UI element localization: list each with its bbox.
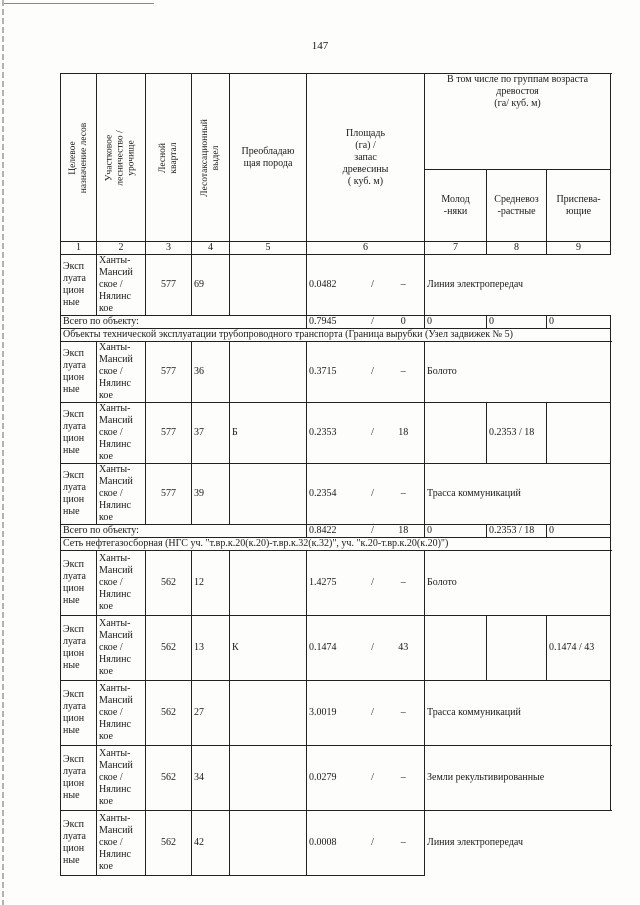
allotment-cell: 37 bbox=[192, 403, 230, 464]
allotment-cell: 42 bbox=[192, 811, 230, 876]
area-separator: / bbox=[363, 811, 383, 876]
total-area: 0.7945 bbox=[307, 316, 363, 329]
col-num: 8 bbox=[487, 242, 547, 255]
area-separator: / bbox=[363, 746, 383, 811]
section-heading-row bbox=[61, 538, 611, 551]
header-quarter: Лесной квартал bbox=[146, 74, 192, 242]
allotment-cell: 36 bbox=[192, 342, 230, 403]
stock-cell: – bbox=[383, 464, 425, 525]
species-cell bbox=[230, 811, 307, 876]
purpose-cell: Эксп луата цион ные bbox=[61, 616, 97, 681]
total-row bbox=[61, 316, 611, 329]
species-cell: Б bbox=[230, 403, 307, 464]
area-separator: / bbox=[363, 681, 383, 746]
stock-cell: 18 bbox=[383, 403, 425, 464]
stock-cell: – bbox=[383, 811, 425, 876]
young-cell bbox=[425, 616, 487, 681]
quarter-cell: 562 bbox=[146, 746, 192, 811]
area-cell: 1.4275 bbox=[307, 551, 363, 616]
district-cell: Ханты- Мансий ское / Нялинс кое bbox=[97, 681, 146, 746]
table-row bbox=[61, 403, 611, 464]
area-cell: 0.2353 bbox=[307, 403, 363, 464]
species-cell bbox=[230, 464, 307, 525]
table-row bbox=[61, 681, 611, 746]
col-num: 4 bbox=[192, 242, 230, 255]
note-cell: Трасса коммуникаций bbox=[425, 681, 611, 746]
header-area: Площадь (га) / запас древесины ( куб. м) bbox=[307, 74, 425, 242]
area-cell: 0.2354 bbox=[307, 464, 363, 525]
purpose-cell: Эксп луата цион ные bbox=[61, 403, 97, 464]
species-cell bbox=[230, 255, 307, 316]
species-cell bbox=[230, 681, 307, 746]
district-cell: Ханты- Мансий ское / Нялинс кое bbox=[97, 403, 146, 464]
table-row bbox=[61, 811, 611, 876]
col-num: 5 bbox=[230, 242, 307, 255]
stock-cell: – bbox=[383, 746, 425, 811]
total-premature: 0 bbox=[547, 316, 611, 329]
purpose-cell: Эксп луата цион ные bbox=[61, 551, 97, 616]
area-cell: 0.1474 bbox=[307, 616, 363, 681]
total-premature: 0 bbox=[547, 525, 611, 538]
district-cell: Ханты- Мансий ское / Нялинс кое bbox=[97, 255, 146, 316]
total-young: 0 bbox=[425, 316, 487, 329]
header-row bbox=[61, 74, 611, 170]
district-cell: Ханты- Мансий ское / Нялинс кое bbox=[97, 464, 146, 525]
table-row bbox=[61, 616, 611, 681]
premature-cell: 0.1474 / 43 bbox=[547, 616, 611, 681]
note-cell: Болото bbox=[425, 551, 611, 616]
header-purpose: Целевое назначение лесов bbox=[61, 74, 97, 242]
header-young: Молод -няки bbox=[425, 170, 487, 242]
note-cell: Трасса коммуникаций bbox=[425, 464, 611, 525]
section-heading-row bbox=[61, 329, 611, 342]
district-cell: Ханты- Мансий ское / Нялинс кое bbox=[97, 551, 146, 616]
purpose-cell: Эксп луата цион ные bbox=[61, 255, 97, 316]
total-label: Всего по объекту: bbox=[61, 525, 307, 538]
middle-cell: 0.2353 / 18 bbox=[487, 403, 547, 464]
young-cell bbox=[425, 403, 487, 464]
table-row bbox=[61, 255, 611, 316]
total-stock: 18 bbox=[383, 525, 425, 538]
scan-edge-top bbox=[4, 3, 154, 4]
total-middle: 0.2353 / 18 bbox=[487, 525, 547, 538]
total-row bbox=[61, 525, 611, 538]
note-cell: Болото bbox=[425, 342, 611, 403]
allotment-cell: 13 bbox=[192, 616, 230, 681]
col-num: 2 bbox=[97, 242, 146, 255]
area-cell: 0.0279 bbox=[307, 746, 363, 811]
area-cell: 0.0482 bbox=[307, 255, 363, 316]
premature-cell bbox=[547, 403, 611, 464]
quarter-cell: 577 bbox=[146, 255, 192, 316]
allotment-cell: 39 bbox=[192, 464, 230, 525]
header-premature: Приспева- ющие bbox=[547, 170, 611, 242]
allotment-cell: 12 bbox=[192, 551, 230, 616]
col-num: 9 bbox=[547, 242, 611, 255]
total-stock: 0 bbox=[383, 316, 425, 329]
area-separator: / bbox=[363, 551, 383, 616]
quarter-cell: 577 bbox=[146, 342, 192, 403]
area-separator: / bbox=[363, 255, 383, 316]
header-middle: Средневоз -растные bbox=[487, 170, 547, 242]
area-separator: / bbox=[363, 464, 383, 525]
stock-cell: – bbox=[383, 681, 425, 746]
col-num: 6 bbox=[307, 242, 425, 255]
note-cell: Линия электропередач bbox=[425, 811, 611, 876]
district-cell: Ханты- Мансий ское / Нялинс кое bbox=[97, 342, 146, 403]
purpose-cell: Эксп луата цион ные bbox=[61, 464, 97, 525]
area-separator: / bbox=[363, 342, 383, 403]
allotment-cell: 69 bbox=[192, 255, 230, 316]
allotment-cell: 34 bbox=[192, 746, 230, 811]
col-num: 1 bbox=[61, 242, 97, 255]
total-young: 0 bbox=[425, 525, 487, 538]
stock-cell: 43 bbox=[383, 616, 425, 681]
quarter-cell: 562 bbox=[146, 811, 192, 876]
quarter-cell: 562 bbox=[146, 616, 192, 681]
total-separator: / bbox=[363, 525, 383, 538]
table-row bbox=[61, 551, 611, 616]
header-allotment: Лесотаксационный выдел bbox=[192, 74, 230, 242]
note-cell: Линия электропередач bbox=[425, 255, 611, 316]
scan-edge bbox=[2, 0, 4, 905]
total-separator: / bbox=[363, 316, 383, 329]
stock-cell: – bbox=[383, 255, 425, 316]
purpose-cell: Эксп луата цион ные bbox=[61, 811, 97, 876]
district-cell: Ханты- Мансий ское / Нялинс кое bbox=[97, 616, 146, 681]
purpose-cell: Эксп луата цион ные bbox=[61, 681, 97, 746]
page-number: 147 bbox=[311, 40, 329, 52]
table-row bbox=[61, 342, 611, 403]
quarter-cell: 577 bbox=[146, 403, 192, 464]
district-cell: Ханты- Мансий ское / Нялинс кое bbox=[97, 811, 146, 876]
forest-table bbox=[60, 73, 611, 876]
header-age-groups: В том числе по группам возраста древостоя (га/ куб. м) bbox=[425, 74, 611, 170]
district-cell: Ханты- Мансий ское / Нялинс кое bbox=[97, 746, 146, 811]
purpose-cell: Эксп луата цион ные bbox=[61, 746, 97, 811]
section-title: Объекты технической эксплуатации трубопроводного транспорта (Граница вырубки (Узел задвижек № 5) bbox=[61, 329, 611, 342]
area-cell: 0.3715 bbox=[307, 342, 363, 403]
total-area: 0.8422 bbox=[307, 525, 363, 538]
stock-cell: – bbox=[383, 342, 425, 403]
quarter-cell: 562 bbox=[146, 681, 192, 746]
stock-cell: – bbox=[383, 551, 425, 616]
quarter-cell: 577 bbox=[146, 464, 192, 525]
header-species: Преобладаю щая порода bbox=[230, 74, 307, 242]
species-cell bbox=[230, 342, 307, 403]
area-cell: 3.0019 bbox=[307, 681, 363, 746]
species-cell bbox=[230, 746, 307, 811]
quarter-cell: 562 bbox=[146, 551, 192, 616]
purpose-cell: Эксп луата цион ные bbox=[61, 342, 97, 403]
total-label: Всего по объекту: bbox=[61, 316, 307, 329]
area-separator: / bbox=[363, 403, 383, 464]
column-number-row bbox=[61, 242, 611, 255]
header-district: Участковое лесничество / урочище bbox=[97, 74, 146, 242]
area-separator: / bbox=[363, 616, 383, 681]
note-cell: Земли рекультивированные bbox=[425, 746, 611, 811]
total-middle: 0 bbox=[487, 316, 547, 329]
table-row bbox=[61, 464, 611, 525]
col-num: 3 bbox=[146, 242, 192, 255]
species-cell bbox=[230, 551, 307, 616]
allotment-cell: 27 bbox=[192, 681, 230, 746]
col-num: 7 bbox=[425, 242, 487, 255]
species-cell: К bbox=[230, 616, 307, 681]
section-title: Сеть нефтегазосборная (НГС уч. "т.вр.к.20(к.20)-т.вр.к.32(к.32)", уч. "к.20-т.вр.к.20(к.20)") bbox=[61, 538, 611, 551]
area-cell: 0.0008 bbox=[307, 811, 363, 876]
middle-cell bbox=[487, 616, 547, 681]
table-row bbox=[61, 746, 611, 811]
